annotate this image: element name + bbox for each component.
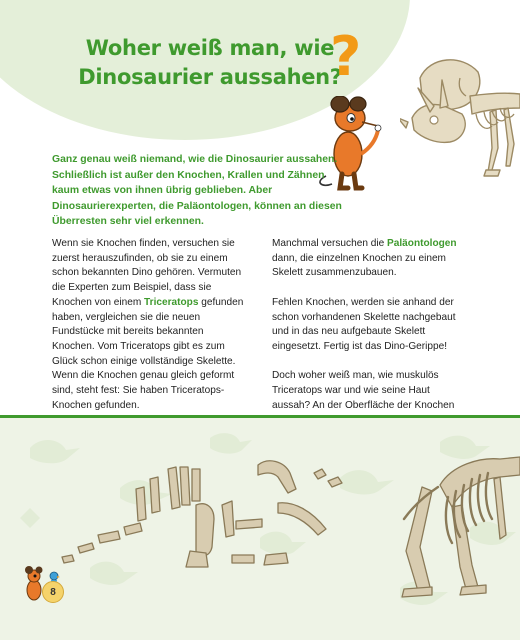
title-line-2: Dinosaurier aussahen?: [78, 65, 342, 89]
text-column-left: [52, 237, 248, 428]
body-paragraph: [52, 237, 248, 413]
term-palaeontologen: Paläontologen: [387, 238, 457, 249]
dinosaur-skeleton-icon: [0, 415, 520, 640]
page-title: [60, 34, 360, 92]
body-paragraph: Doch woher weiß man, wie muskulös Triceratops war und wie seine Haut aussah? An der Oberfläche der Knochen: [272, 370, 455, 411]
text-column-right: [272, 237, 468, 428]
body-paragraph: [272, 237, 468, 281]
text-run: Manchmal versuchen die: [272, 238, 388, 249]
page-number: 8: [42, 581, 64, 603]
text-run: Wenn sie Knochen finden, versuchen sie zuerst herauszufinden, ob sie zu einem schon bekannten Dino gehören. Vermuten die Experten zum Beispiel, dass sie Knochen von einem: [52, 238, 242, 308]
term-triceratops: Triceratops: [144, 296, 199, 308]
intro-paragraph: Ganz genau weiß niemand, wie die Dinosaurier aussahen. Schließlich ist außer den Knochen, Krallen und Zähnen kaum etwas von ihnen übrig geblieben. Aber Dinosaurierexperten, die Paläontologen, können an diesen Überresten sehr viel erkennen.: [52, 154, 342, 227]
text-run: dann, die einzelnen Knochen zu einem Skelett zusammenzubauen.: [272, 252, 446, 279]
body-paragraph: Fehlen Knochen, werden sie anhand der schon vorhandenen Skelette nachgebaut und in das neu aufgebaute Skelett eingesetzt. Fertig ist das Dino-Gerippe!: [272, 296, 456, 352]
title-line-1: Woher weiß man, wie: [85, 36, 335, 60]
triceratops-skeleton-icon: [400, 48, 520, 193]
question-mark-icon: ?: [330, 25, 362, 88]
text-run: gefunden haben, vergleichen sie die neuen Fundstücke mit bereits bekannten Knochen. Vom Triceratops gibt es zum Glück schon einige vollständige Skelette. Wenn die Knochen genau gleich geformt sind, steht fest: Sie haben Triceratops-Knochen gefunden.: [52, 296, 244, 411]
